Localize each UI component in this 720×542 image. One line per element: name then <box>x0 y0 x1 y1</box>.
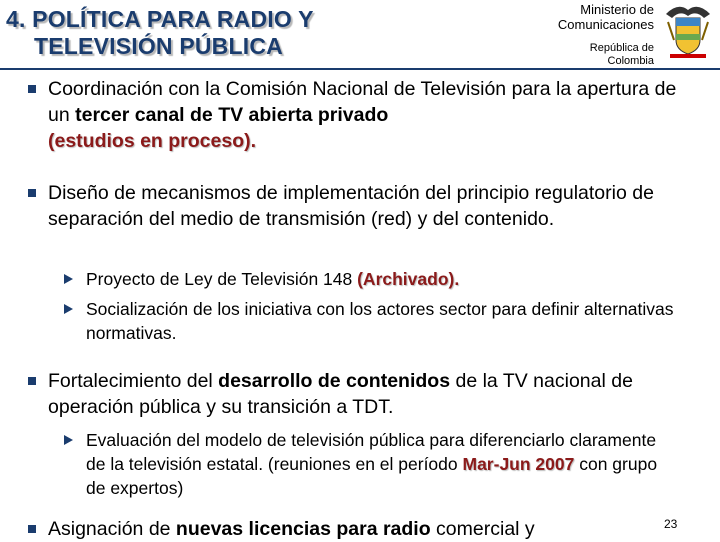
square-bullet-icon <box>28 85 36 93</box>
bullet-1-text: Coordinación con la Comisión Nacional de Televisión para la apertura de un <box>48 78 677 126</box>
page-title <box>6 6 314 60</box>
sub-bullet-3-1-text-a: Evaluación del modelo de televisión pública para diferenciarlo claramente de la televisión estatal. (reuniones en el período <box>86 430 657 474</box>
bullet-4-bold: nuevas licencias para radio <box>175 518 431 540</box>
sub-bullet-3-1-text-b: con grupo de expertos) <box>86 454 658 498</box>
bullet-item-2 <box>28 180 690 232</box>
coat-of-arms-icon <box>660 0 716 62</box>
sub-bullet-2-1-text: Proyecto de Ley de Televisión 148 <box>86 269 358 289</box>
ministry-line-1: Ministerio de <box>580 2 654 17</box>
title-line-1: 4. POLÍTICA PARA RADIO Y <box>6 6 314 32</box>
republic-name <box>590 42 654 68</box>
bullet-item-1 <box>28 76 690 154</box>
page-number: 23 <box>664 517 678 531</box>
bullet-3-text-b: de la TV nacional de operación pública y su transición a TDT. <box>48 370 633 418</box>
bullet-item-4 <box>28 516 690 542</box>
bullet-4-text-a: Asignación de <box>48 518 176 540</box>
triangle-arrow-icon <box>64 304 73 314</box>
bullet-1-status: (estudios en proceso). <box>48 130 257 152</box>
republic-line-1: República de <box>589 42 654 54</box>
triangle-arrow-icon <box>64 274 73 284</box>
triangle-arrow-icon <box>64 435 73 445</box>
header-divider <box>0 68 720 70</box>
bullet-3-bold: desarrollo de contenidos <box>218 370 451 392</box>
ministry-line-2: Comunicaciones <box>557 17 654 32</box>
bullet-3-text-a: Fortalecimiento del <box>48 370 219 392</box>
square-bullet-icon <box>28 189 36 197</box>
sub-bullet-2-2 <box>64 297 674 345</box>
title-line-2: TELEVISIÓN PÚBLICA <box>34 33 283 59</box>
sub-bullet-3-1 <box>64 428 674 500</box>
sub-bullet-2-1-status: (Archivado). <box>357 269 460 289</box>
bullet-2-text: Diseño de mecanismos de implementación del principio regulatorio de separación del medio de transmisión (red) y del contenido. <box>48 182 654 230</box>
sub-bullet-3-1-period: Mar-Jun 2007 <box>462 454 575 474</box>
bullet-item-3 <box>28 368 690 420</box>
sub-bullet-2-1 <box>64 267 674 291</box>
square-bullet-icon <box>28 377 36 385</box>
square-bullet-icon <box>28 525 36 533</box>
sub-bullet-2-2-text: Socialización de los iniciativa con los actores sector para definir alternativas normativas. <box>86 299 674 343</box>
republic-line-2: Colombia <box>607 55 654 67</box>
bullet-1-bold: tercer canal de TV abierta privado <box>75 104 389 126</box>
ministry-name <box>558 2 654 32</box>
bullet-4-text-b: comercial y <box>430 518 535 540</box>
